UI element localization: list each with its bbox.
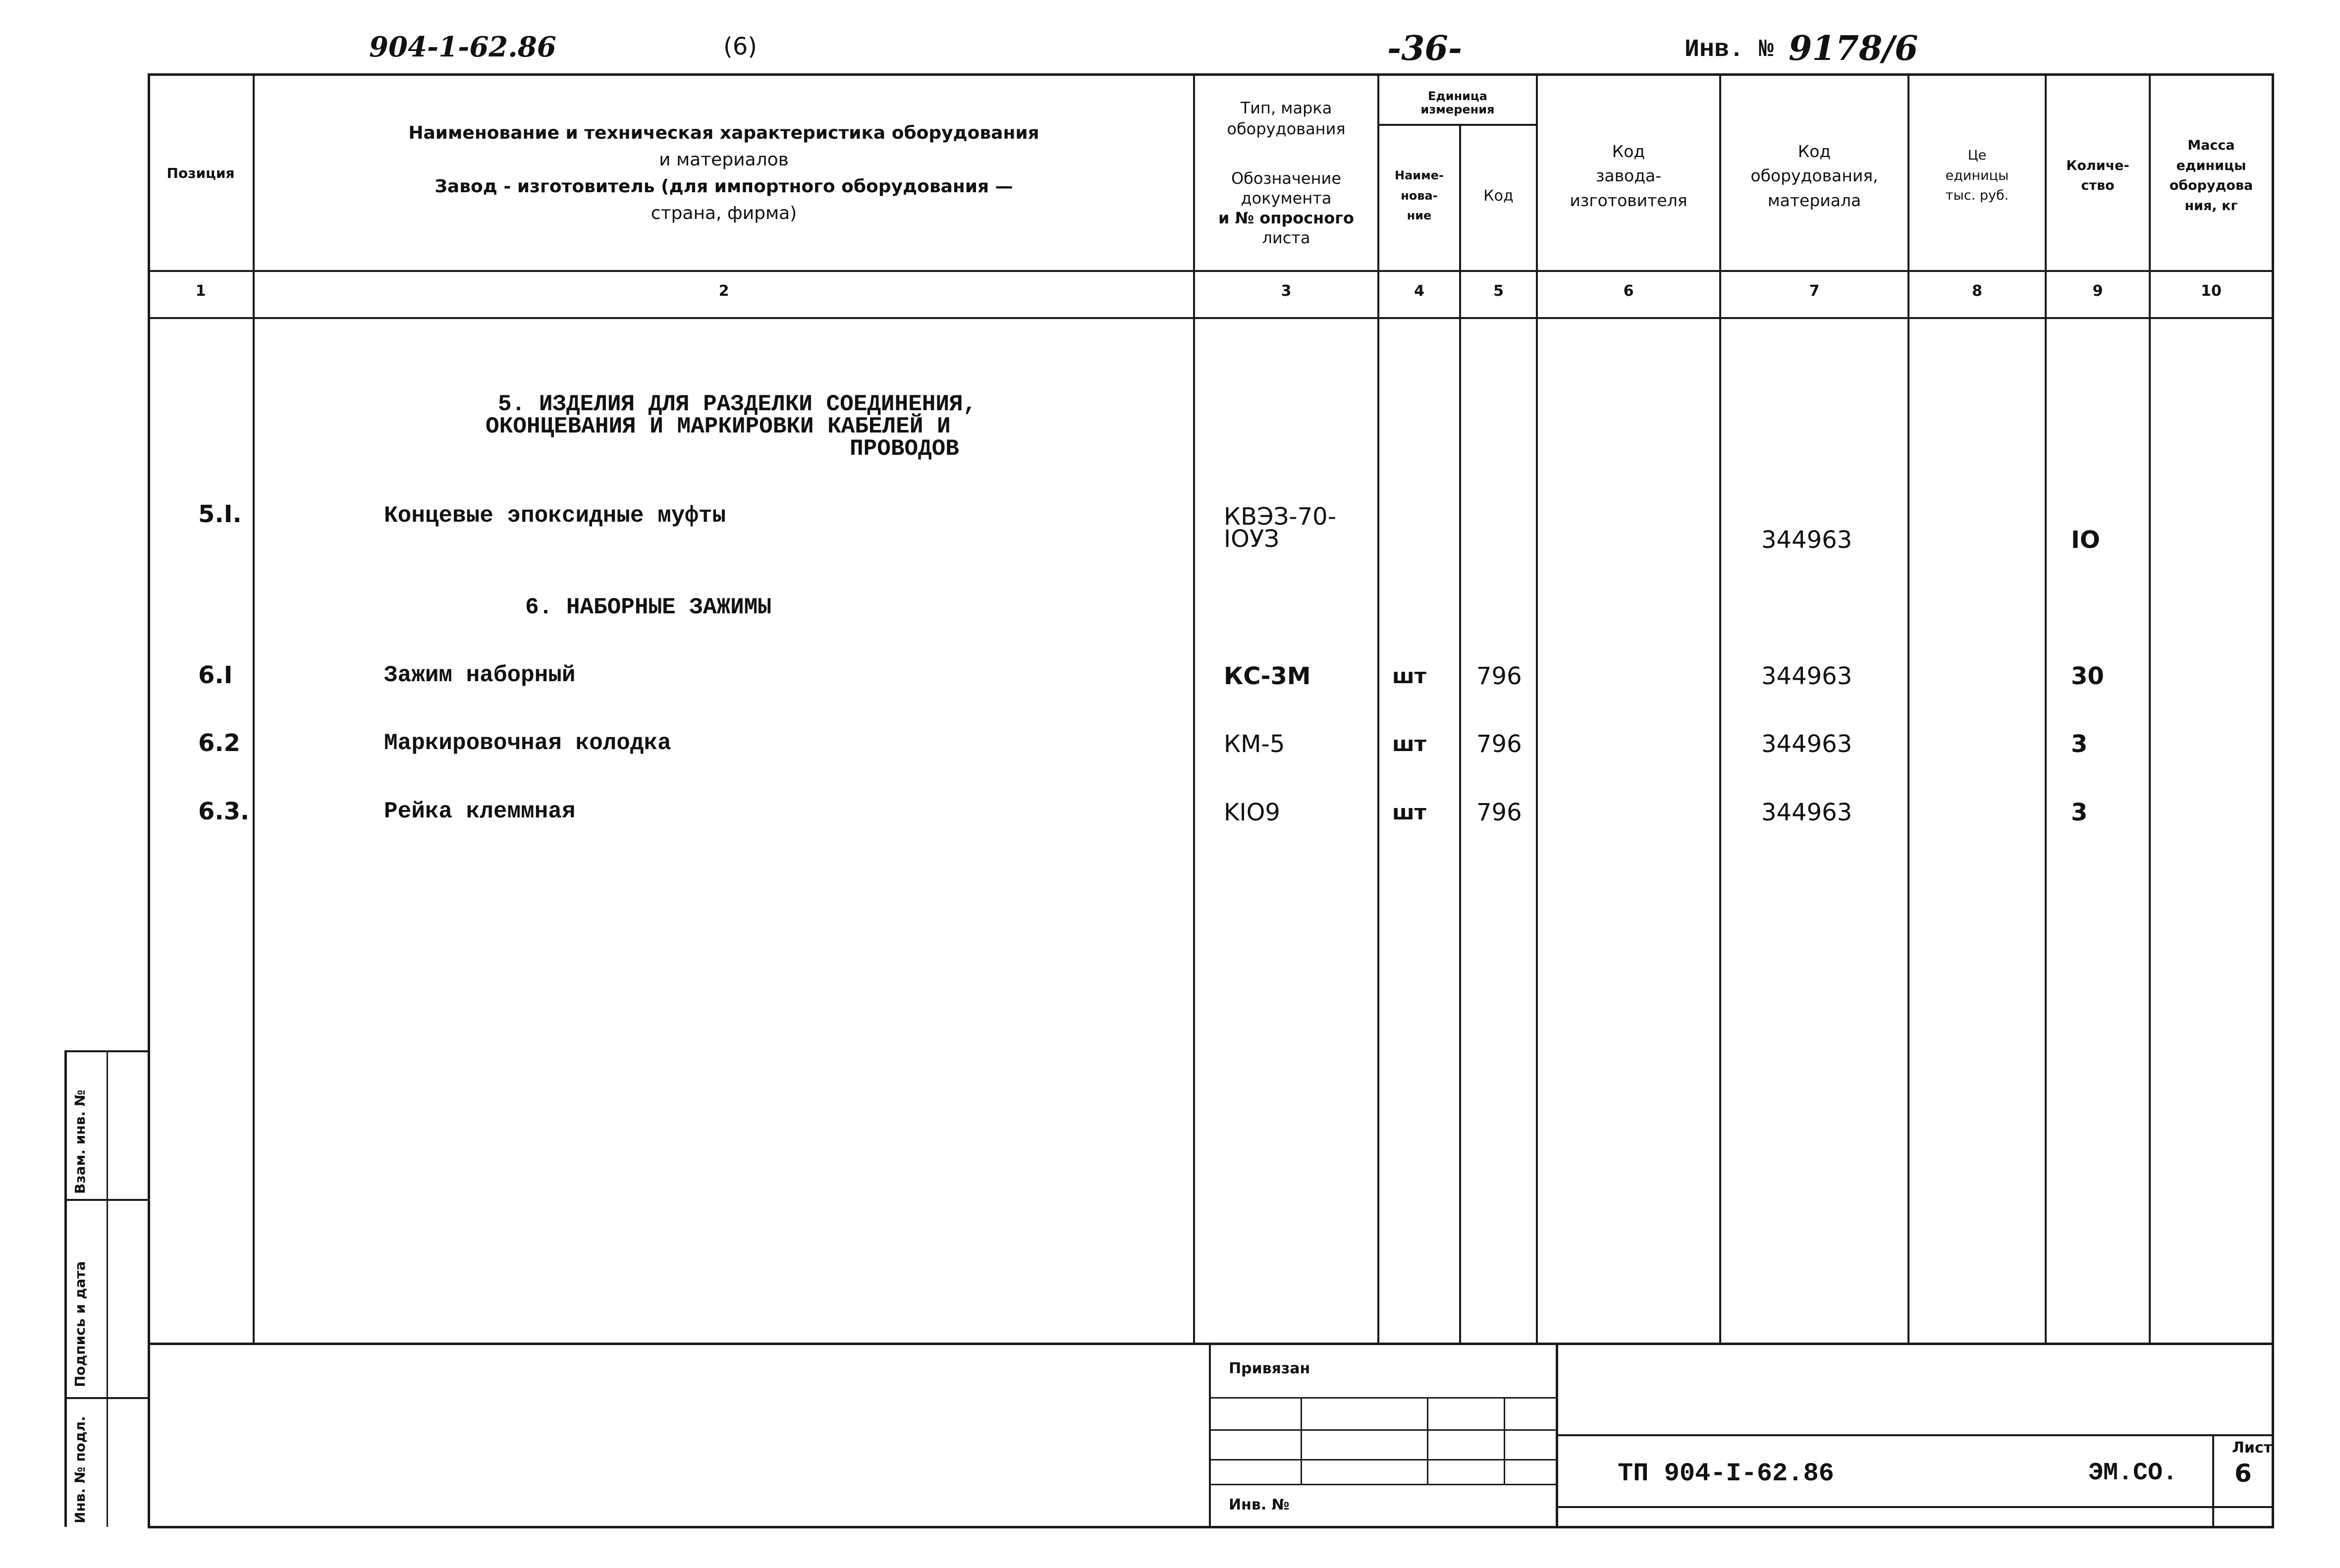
header-type: Тип, марка оборудования [1227,99,1346,138]
header-unit-name: Наиме- нова- ние [1395,168,1444,223]
footer-inv-no: Инв. № [1229,1496,1290,1514]
side-stamp-replacement-inv: Взам. инв. № [72,1089,88,1194]
row-unit-code: 796 [1476,799,1522,826]
row-equipment-code: 344963 [1761,799,1852,826]
row-type: КМ-5 [1224,730,1285,758]
row-position: 6.I [198,661,233,689]
row-equipment-code: 344963 [1761,526,1852,554]
row-equipment-code: 344963 [1761,662,1852,690]
row-type-cont: IОУЗ [1224,525,1279,553]
row-name: Рейка клеммная [384,799,576,824]
side-stamp-original-inv: Инв. № подл. [72,1416,88,1523]
colnum-5: 5 [1493,282,1504,300]
section-5-line2: ОКОНЦЕВАНИЯ И МАРКИРОВКИ КАБЕЛЕЙ И [486,414,951,439]
footer-doc-suffix: ЭМ.СО. [2088,1459,2178,1487]
side-stamp-signature-date: Подпись и дата [72,1261,88,1387]
row-position: 6.2 [198,729,241,757]
row-unit: шт [1392,732,1426,756]
colnum-3: 3 [1281,282,1292,300]
page-number: -36- [1387,29,1463,68]
colnum-6: 6 [1623,282,1634,300]
header-price: Це единицы тыс. руб. [1945,148,2009,204]
row-name: Зажим наборный [384,662,576,688]
colnum-4: 4 [1414,282,1424,300]
colnum-8: 8 [1972,282,1982,300]
row-position: 5.I. [198,500,242,528]
sheet-paren: (6) [723,33,757,60]
row-quantity: 3 [2071,799,2088,826]
doc-code-top: 904-1-62.86 [369,31,556,63]
row-unit: шт [1392,800,1426,824]
header-name: Наименование и техническая характеристика оборудования и материалов Завод - изготовитель (для импортного оборудования — страна, фирма) [408,123,1039,223]
header-equipment-code: Код оборудования, материала [1750,141,1878,210]
colnum-2: 2 [718,282,729,300]
row-unit-code: 796 [1476,662,1522,690]
row-quantity: IO [2071,526,2100,554]
header-unit-code: Код [1483,187,1514,205]
row-name: Маркировочная колодка [384,730,671,756]
footer-tp-code: ТП 904-I-62.86 [1618,1459,1834,1488]
colnum-9: 9 [2092,282,2103,300]
footer-sheet-label: Лист [2232,1439,2273,1457]
footer-sheet-number: 6 [2234,1459,2252,1488]
row-name: Концевые эпоксидные муфты [384,503,726,529]
header-mass: Масса единицы оборудова ния, кг [2169,138,2253,214]
header-unit-group: Единица измерения [1420,89,1495,116]
row-equipment-code: 344963 [1761,730,1852,758]
row-unit: шт [1392,664,1426,688]
row-type: KIO9 [1224,799,1280,826]
section-5-line1: 5. ИЗДЕЛИЯ ДЛЯ РАЗДЕЛКИ СОЕДИНЕНИЯ, [498,391,977,417]
section-6-heading: 6. НАБОРНЫЕ ЗАЖИМЫ [525,595,771,620]
colnum-7: 7 [1809,282,1820,300]
row-quantity: 3 [2071,730,2088,758]
row-unit-code: 796 [1476,730,1522,758]
section-5-line3: ПРОВОДОВ [850,436,959,462]
colnum-1: 1 [195,282,206,300]
inv-number: 9178/6 [1789,29,1918,68]
row-type: КС-3М [1224,662,1311,690]
inv-label: Инв. № [1685,36,1774,64]
header-position: Позиция [166,165,235,181]
header-doc: Обозначение документа и № опросного листа [1218,169,1354,247]
header-factory-code: Код завода- изготовителя [1570,141,1687,210]
colnum-10: 10 [2201,282,2222,300]
row-position: 6.3. [198,798,250,825]
row-type: КВЭЗ-70- [1224,503,1337,531]
footer-privyazan: Привязан [1229,1360,1310,1377]
row-quantity: 30 [2071,662,2104,690]
header-quantity: Количе- ство [2066,158,2129,193]
